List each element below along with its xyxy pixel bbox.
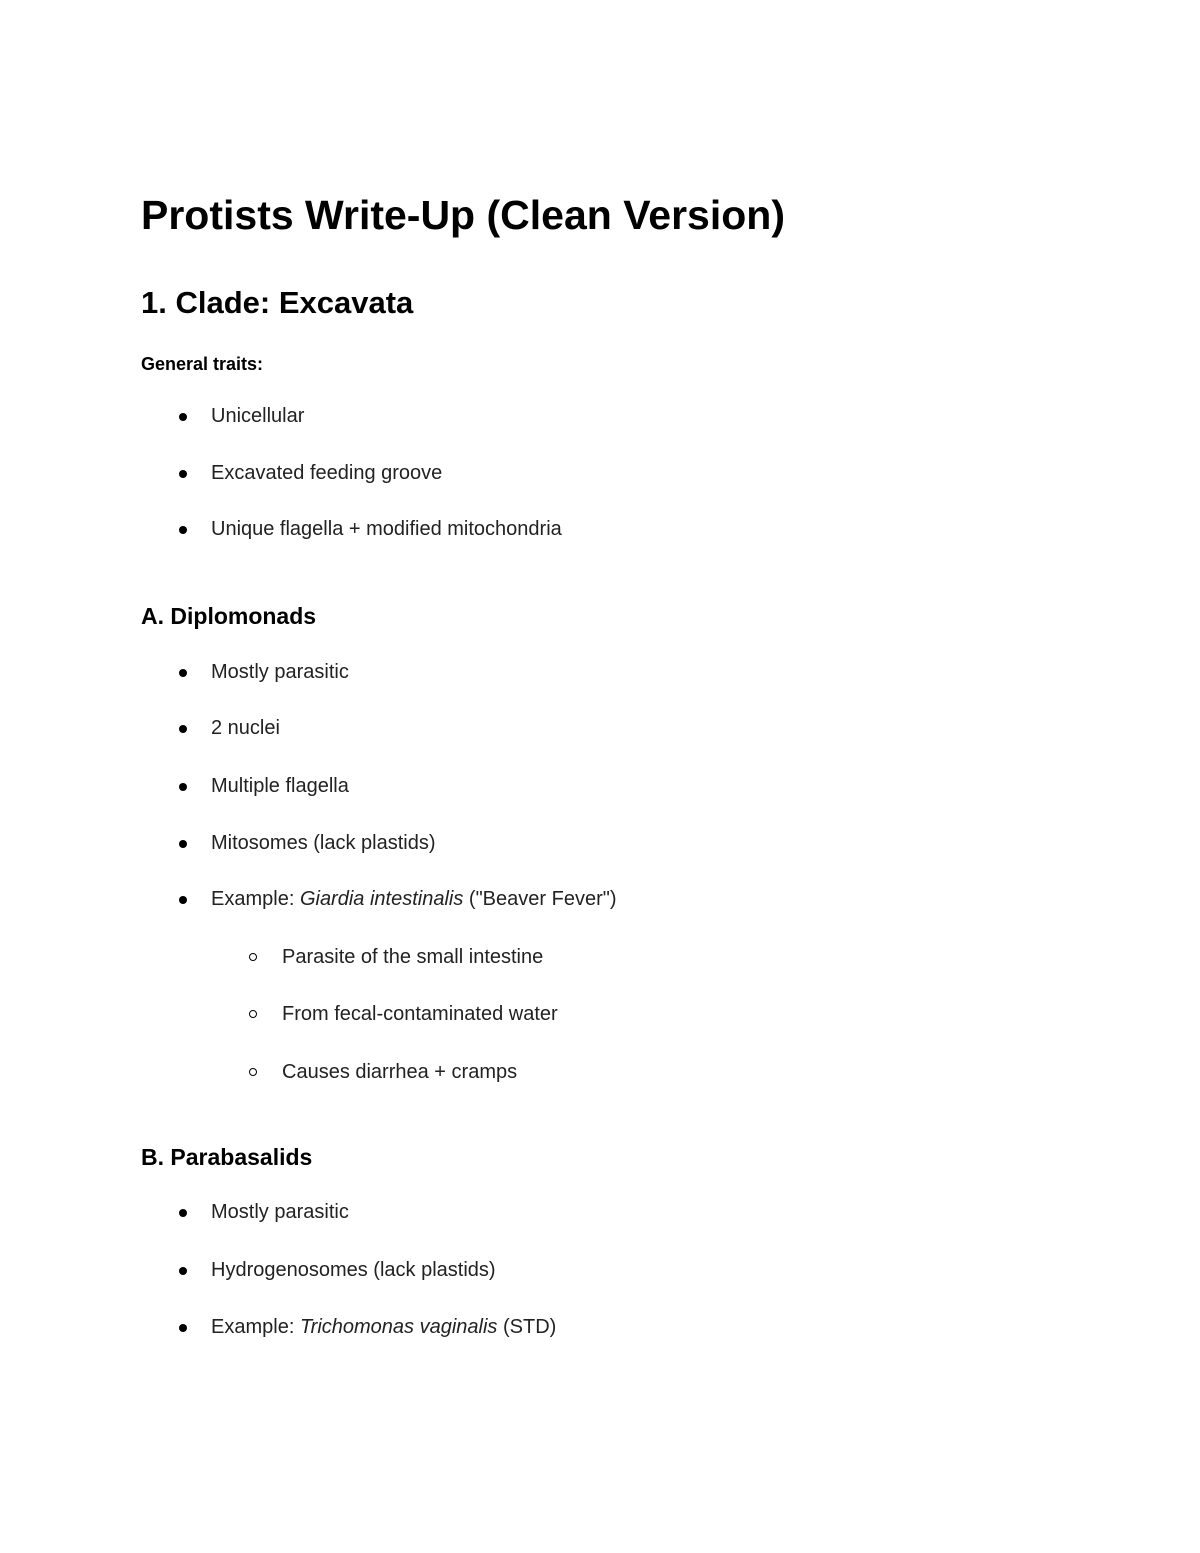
section-heading-parabasalids: B. Parabasalids <box>141 1144 313 1170</box>
bullet-icon <box>179 413 187 421</box>
example-prefix: Example: <box>211 888 300 910</box>
list-item: Hydrogenosomes (lack plastids) <box>211 1259 496 1281</box>
general-traits-label: General traits: <box>141 354 264 374</box>
example-item <box>211 1314 556 1340</box>
list-item: Multiple flagella <box>211 775 349 797</box>
clade-heading: 1. Clade: Excavata <box>141 285 414 320</box>
species-name: Giardia intestinalis <box>299 888 464 910</box>
bullet-icon <box>179 783 187 791</box>
bullet-icon <box>179 669 187 677</box>
bullet-icon <box>179 725 187 733</box>
list-item: Mostly parasitic <box>211 1201 349 1223</box>
hollow-bullet-icon <box>249 1068 257 1076</box>
bullet-icon <box>179 1324 187 1332</box>
list-item: Unicellular <box>211 405 305 427</box>
example-prefix: Example: <box>211 1316 300 1338</box>
list-item: Mostly parasitic <box>211 661 349 683</box>
sub-list-item: From fecal-contaminated water <box>282 1003 558 1025</box>
list-item: 2 nuclei <box>211 717 280 739</box>
hollow-bullet-icon <box>249 1010 257 1018</box>
sub-list-item: Causes diarrhea + cramps <box>282 1061 518 1083</box>
sub-list-item: Parasite of the small intestine <box>282 946 544 968</box>
list-item: Excavated feeding groove <box>211 462 443 484</box>
bullet-icon <box>179 840 187 848</box>
example-suffix: ("Beaver Fever") <box>463 888 617 910</box>
list-item: Unique flagella + modified mitochondria <box>211 518 562 540</box>
bullet-icon <box>179 1267 187 1275</box>
species-name: Trichomonas vaginalis <box>299 1316 498 1338</box>
hollow-bullet-icon <box>249 953 257 961</box>
bullet-icon <box>179 470 187 478</box>
bullet-icon <box>179 1209 187 1217</box>
example-suffix: (STD) <box>497 1316 557 1338</box>
bullet-icon <box>179 896 187 904</box>
section-heading-diplomonads: A. Diplomonads <box>141 603 317 629</box>
document-title: Protists Write-Up (Clean Version) <box>141 192 785 238</box>
list-item: Mitosomes (lack plastids) <box>211 832 436 854</box>
example-item <box>211 886 616 912</box>
bullet-icon <box>179 526 187 534</box>
